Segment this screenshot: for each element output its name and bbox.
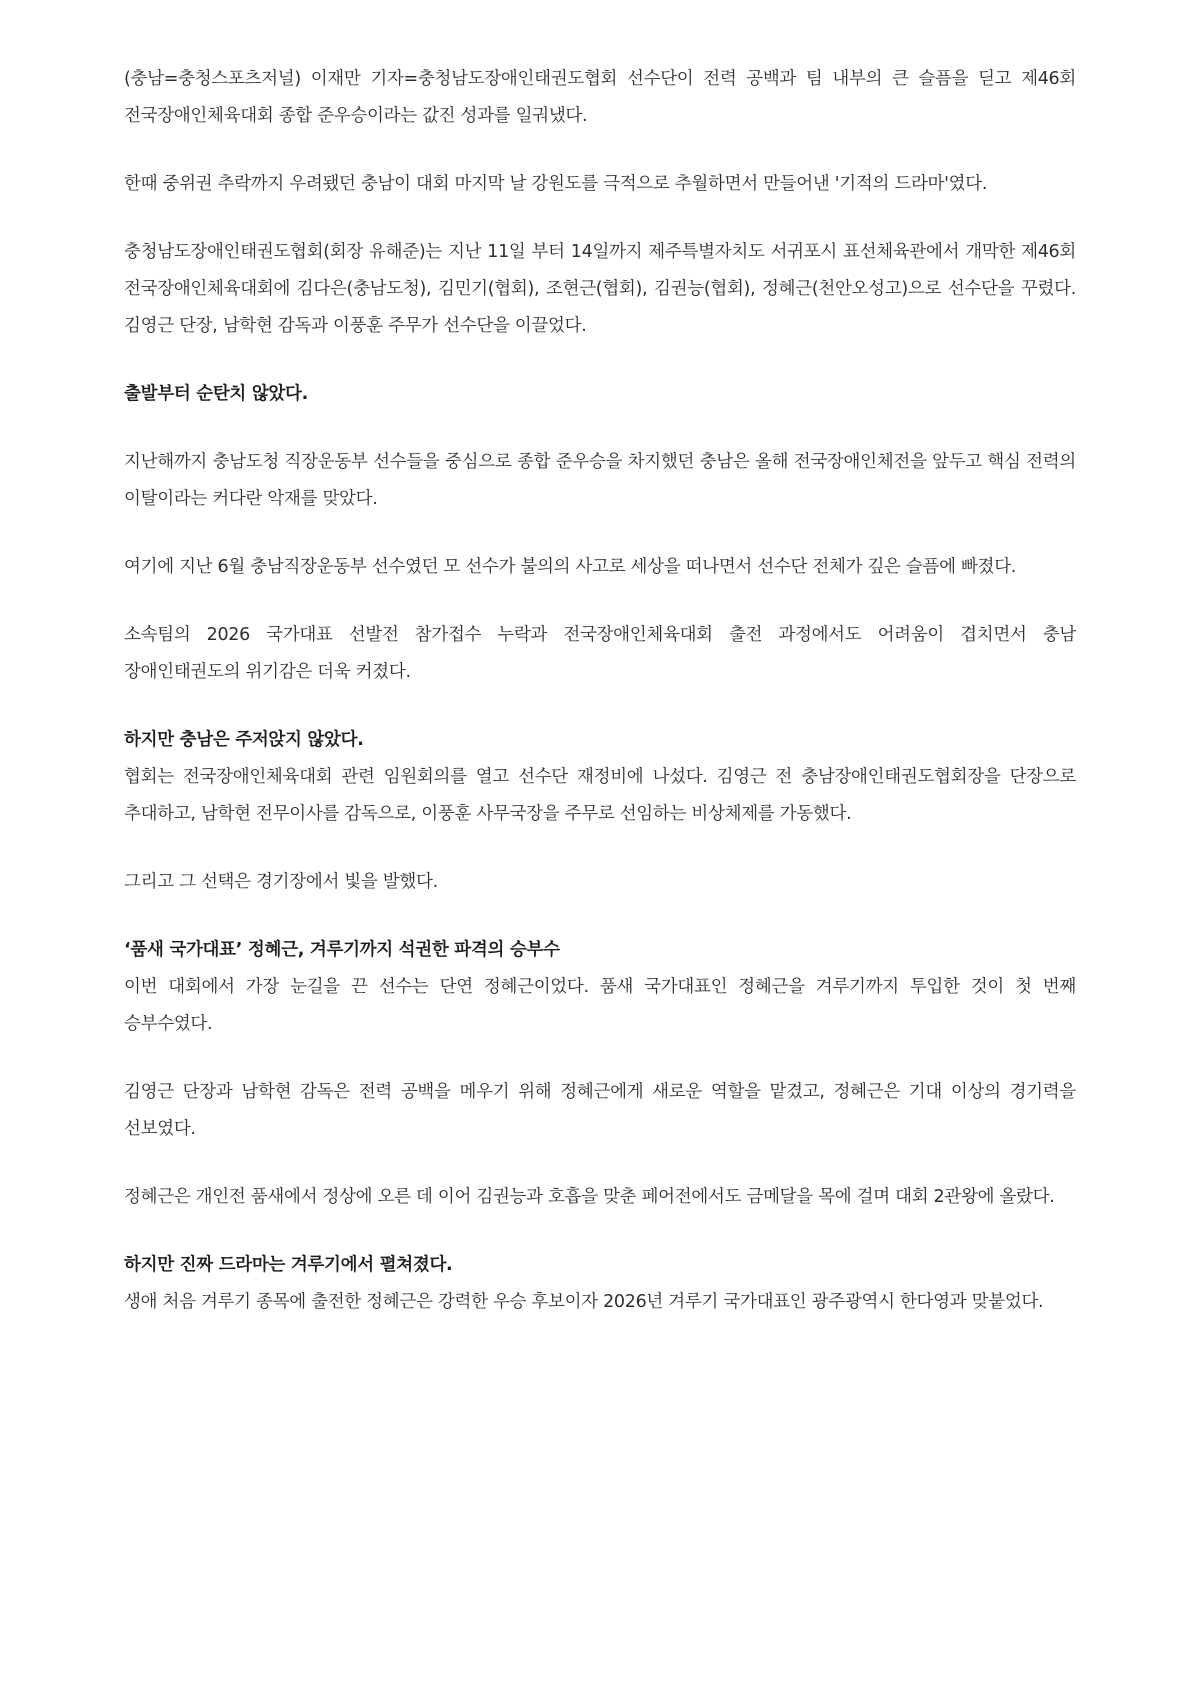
subheading-rough-start: 출발부터 순탄치 않았다. bbox=[124, 384, 308, 404]
subheading-real-drama: 하지만 진짜 드라마는 겨루기에서 펼쳐졌다. bbox=[124, 1255, 453, 1275]
paragraph-lead: (충남=충청스포츠저널) 이재만 기자=충청남도장애인태권도협회 선수단이 전력 공백과 팀 내부의 큰 슬픔을 딛고 제46회 전국장애인체육대회 종합 준우승이라는 값진 성과를 일궈냈다. bbox=[124, 69, 1076, 126]
paragraph-crisis: 소속팀의 2026 국가대표 선발전 참가접수 누락과 전국장애인체육대회 출전 과정에서도 어려움이 겹치면서 충남 장애인태권도의 위기감은 더욱 커졌다. bbox=[124, 625, 1076, 682]
paragraph-team-roster: 충청남도장애인태권도협회(회장 유해준)는 지난 11일 부터 14일까지 제주특별자치도 서귀포시 표선체육관에서 개막한 제46회 전국장애인체육대회에 김다은(충남도청), 김민기(협회), 조현근(협회), 김권능(협회), 정혜근(천안오성고)으로 선수단을 꾸렸다. 김영근 단장, 남학현 감독과 이풍훈 주무가 선수단을 이끌었다. bbox=[124, 242, 1076, 336]
paragraph-setback: 지난해까지 충남도청 직장운동부 선수들을 중심으로 종합 준우승을 차지했던 충남은 올해 전국장애인체전을 앞두고 핵심 전력의 이탈이라는 커다란 악재를 맞았다. bbox=[124, 452, 1076, 509]
paragraph-sparring-match: 생애 처음 겨루기 종목에 출전한 정혜근은 강력한 우승 후보이자 2026년 겨루기 국가대표인 광주광역시 한다영과 맞붙었다. bbox=[124, 1292, 1044, 1312]
paragraph-sorrow: 여기에 지난 6월 충남직장운동부 선수였던 모 선수가 불의의 사고로 세상을 떠나면서 선수단 전체가 깊은 슬픔에 빠졌다. bbox=[124, 557, 1017, 577]
paragraph-reorganization: 협회는 전국장애인체육대회 관련 임원회의를 열고 선수단 재정비에 나섰다. 김영근 전 충남장애인태권도협회장을 단장으로 추대하고, 남학현 전무이사를 감독으로, 이풍훈 사무국장을 주무로 선임하는 비상체제를 가동했다. bbox=[124, 767, 1076, 824]
paragraph-new-role: 김영근 단장과 남학현 감독은 전력 공백을 메우기 위해 정혜근에게 새로운 역할을 맡겼고, 정혜근은 기대 이상의 경기력을 선보였다. bbox=[124, 1082, 1076, 1139]
paragraph-two-golds: 정혜근은 개인전 품새에서 정상에 오른 데 이어 김권능과 호흡을 맞춘 페어전에서도 금메달을 목에 걸며 대회 2관왕에 올랐다. bbox=[124, 1187, 1055, 1207]
article-body bbox=[124, 61, 1076, 1352]
paragraph-standout-athlete: 이번 대회에서 가장 눈길을 끈 선수는 단연 정혜근이었다. 품새 국가대표인 정혜근을 겨루기까지 투입한 것이 첫 번째 승부수였다. bbox=[124, 977, 1076, 1034]
subheading-poomsae-star: ‘품새 국가대표’ 정혜근, 겨루기까지 석권한 파격의 승부수 bbox=[124, 940, 560, 960]
paragraph-choice-paid-off: 그리고 그 선택은 경기장에서 빛을 발했다. bbox=[124, 872, 438, 892]
paragraph-miracle-drama: 한때 중위권 추락까지 우려됐던 충남이 대회 마지막 날 강원도를 극적으로 추월하면서 만들어낸 '기적의 드라마'였다. bbox=[124, 174, 988, 194]
subheading-did-not-give-up: 하지만 충남은 주저앉지 않았다. bbox=[124, 730, 364, 750]
